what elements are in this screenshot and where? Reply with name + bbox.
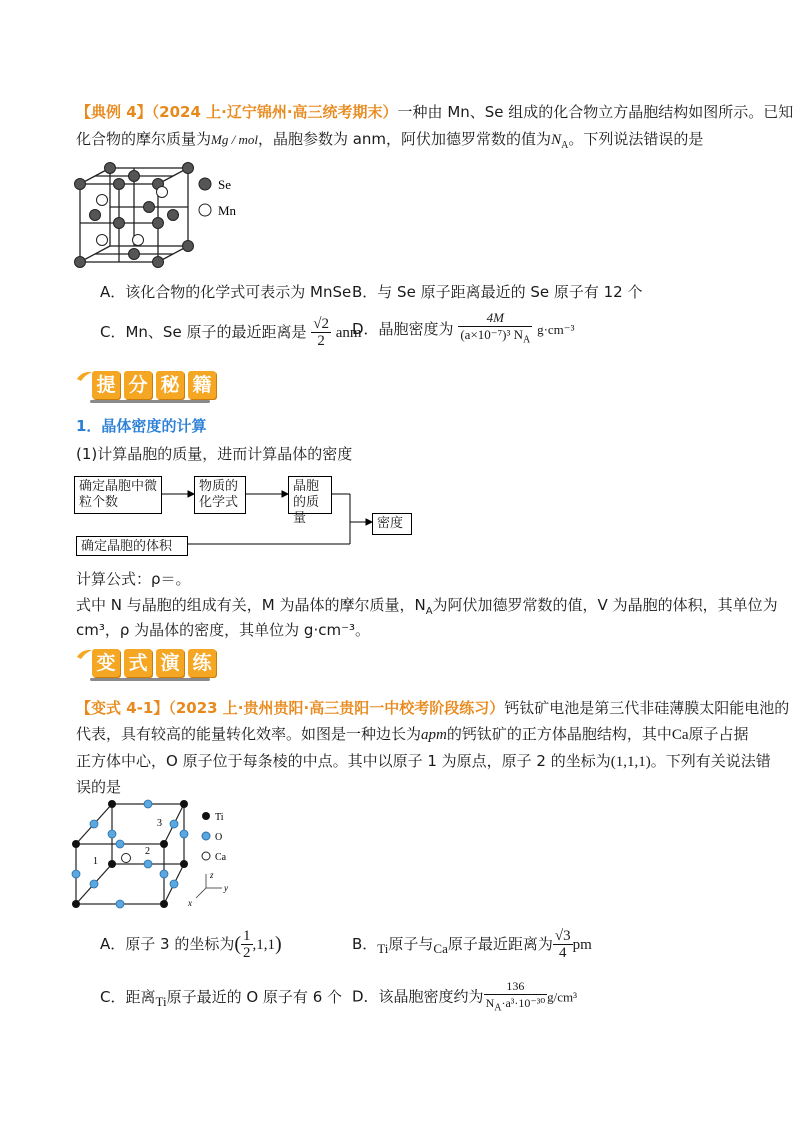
ca-legend-label: Ca <box>215 852 227 863</box>
frac-num: 4M <box>458 310 532 327</box>
variant41-option-b[interactable] <box>352 928 592 961</box>
variant41-option-c[interactable] <box>100 986 342 1010</box>
option-a-text: A．原子 3 的坐标为 <box>100 935 235 953</box>
banner-underline <box>90 400 210 403</box>
mn-legend-icon <box>199 204 211 216</box>
sqrt2-over-2 <box>311 316 331 349</box>
ti-legend-icon <box>202 812 210 820</box>
explain-sub: A <box>425 606 433 617</box>
banner-char: 式 <box>124 649 152 677</box>
atom-label-3: 3 <box>157 818 162 829</box>
variant41-line2 <box>76 723 749 744</box>
variant41-line1 <box>76 697 789 718</box>
option-b-prefix: B． <box>352 935 378 953</box>
example4-option-d[interactable] <box>352 310 575 349</box>
practice-banner <box>76 647 226 679</box>
frac-den-sub: A <box>494 1002 502 1014</box>
option-c-text: C．Mn、Se 原子的最近距离是 <box>100 323 307 341</box>
option-c-text: 原子最近的 O 原子有 6 个 <box>166 988 343 1006</box>
variant41-text3b: 。下列有关说法错 <box>650 752 771 770</box>
mn-legend-label: Mn <box>218 203 237 218</box>
variant41-option-a[interactable]: A．原子 3 的坐标为( $\frac{1}{2}$ ,1,1) <box>100 928 282 961</box>
example4-stem-line1 <box>76 101 793 122</box>
flow-box-density: 密度 <box>372 513 412 535</box>
ti-legend-label: Ti <box>215 812 224 823</box>
option-d-unit: g·cm⁻³ <box>537 321 575 337</box>
frac-num: 136 <box>484 978 548 995</box>
flow-box-cell-volume: 确定晶胞的体积 <box>76 536 188 556</box>
frac-den: 4 <box>559 945 567 961</box>
section1-subheading: (1)计算晶胞的质量，进而计算晶体的密度 <box>76 445 353 463</box>
variant41-text2: 代表，具有较高的能量转化效率。如图是一种边长为 <box>76 725 422 743</box>
option-b-unit: pm <box>572 937 592 953</box>
density-fraction <box>484 978 548 1016</box>
example4-stem-text2a: 化合物的摩尔质量为 <box>76 130 212 148</box>
section1-explain-line2: cm³，ρ 为晶体的密度，其单位为 g·cm⁻³。 <box>76 621 371 639</box>
example4-option-c[interactable] <box>100 316 362 349</box>
frac-den-sub: A <box>523 334 531 346</box>
option-d-text: D．晶胞密度为 <box>352 319 454 338</box>
avogadro-sub: A <box>561 140 569 151</box>
density-fraction <box>458 310 532 349</box>
flow-box-cell-mass: 晶胞的质量 <box>288 476 332 514</box>
se-legend-label: Se <box>218 177 231 192</box>
example4-stem-text2c: 。下列说法错误的是 <box>568 130 704 148</box>
atom2-coord: (1,1,1) <box>610 754 651 770</box>
ti-symbol: Ti <box>155 994 167 1009</box>
variant41-label: 【变式 4-1】 <box>76 699 169 717</box>
banner-char: 演 <box>156 649 184 677</box>
variant41-text3: 正方体中心，O 原子位于每条棱的中点。其中以原子 1 为原点，原子 2 的坐标为 <box>76 752 611 770</box>
variant41-source: （2023 上·贵州贵阳·高三贵阳一中校考阶段练习） <box>168 699 505 717</box>
example4-stem-text2b: ，晶胞参数为 anm，阿伏加德罗常数的值为 <box>257 130 552 148</box>
banner-char: 籍 <box>188 371 216 399</box>
example4-source: （2024 上·辽宁锦州·高三统考期末） <box>151 103 398 121</box>
mnse-crystal-diagram <box>72 162 252 272</box>
frac-den-b: ·a³·10⁻³⁰ <box>501 996 546 1010</box>
option-d-unit: g/cm³ <box>547 989 578 1005</box>
variant41-option-d[interactable] <box>352 978 577 1016</box>
axis-y-label: y <box>224 883 228 893</box>
ca-symbol: Ca <box>433 941 448 956</box>
axis-x-label: x <box>188 898 192 908</box>
o-legend-icon <box>202 832 210 840</box>
variant41-text2c: 原子占据 <box>688 725 749 743</box>
ca-legend-icon <box>202 852 210 860</box>
flow-box-formula: 物质的化学式 <box>194 476 246 514</box>
atom-label-1: 1 <box>93 856 98 867</box>
variant41-text2b: 的钙钛矿的正方体晶胞结构，其中 <box>446 725 672 743</box>
molar-mass: Mg / mol <box>211 132 258 147</box>
option-b-text1: 原子与 <box>388 935 434 953</box>
option-c-unit: anm <box>335 325 362 341</box>
example4-option-a[interactable]: A．该化合物的化学式可表示为 MnSe <box>100 283 352 301</box>
tips-banner <box>76 369 226 401</box>
frac-den: N <box>485 996 495 1010</box>
frac-num: 1 <box>243 928 251 944</box>
frac-den: (a×10⁻⁷)³ N <box>460 327 524 342</box>
o-legend-label: O <box>215 832 223 843</box>
frac-den: 2 <box>243 945 251 961</box>
frac-den: 2 <box>317 333 325 349</box>
frac-num: √3 <box>554 928 571 944</box>
banner-char: 练 <box>188 649 216 677</box>
perovskite-crystal-diagram <box>70 798 250 914</box>
example4-stem-text1: 一种由 Mn、Se 组成的化合物立方晶胞结构如图所示。已知 <box>397 103 794 121</box>
ti-symbol: Ti <box>377 941 389 956</box>
option-d-text: D．该晶胞密度约为 <box>352 987 484 1006</box>
flow-box-particle-count: 确定晶胞中微粒个数 <box>74 476 162 514</box>
banner-char: 提 <box>92 371 120 399</box>
option-a-rest: ,1,1 <box>252 937 276 953</box>
explain-text1: 式中 N 与晶胞的组成有关，M 为晶体的摩尔质量，N <box>76 596 426 614</box>
frac-num: √2 <box>313 316 329 332</box>
sqrt3-over-4 <box>553 928 573 961</box>
example4-label: 【典例 4】 <box>76 103 152 121</box>
se-legend-icon <box>199 178 211 190</box>
section1-heading: 1．晶体密度的计算 <box>76 417 207 435</box>
example4-stem-line2 <box>76 128 703 151</box>
atom-label-2: 2 <box>145 846 150 857</box>
axis-z-label: z <box>210 870 214 880</box>
variant41-line4: 误的是 <box>76 778 122 796</box>
variant41-text1: 钙钛矿电池是第三代非硅薄膜太阳能电池的 <box>504 699 790 717</box>
half-fraction <box>241 928 253 961</box>
banner-char: 分 <box>124 371 152 399</box>
banner-underline <box>90 678 210 681</box>
banner-char: 秘 <box>156 371 184 399</box>
edge-length: apm <box>421 727 447 743</box>
example4-option-b[interactable]: B．与 Se 原子距离最近的 Se 原子有 12 个 <box>352 283 643 301</box>
explain-text1b: 为阿伏加德罗常数的值，V 为晶胞的体积，其单位为 <box>432 596 778 614</box>
option-c-prefix: C．距离 <box>100 988 156 1006</box>
ca-symbol: Ca <box>671 727 689 743</box>
variant41-line3 <box>76 750 771 771</box>
density-formula: 计算公式：ρ＝。 <box>76 570 191 588</box>
option-b-text2: 原子最近距离为 <box>447 935 553 953</box>
banner-char: 变 <box>92 649 120 677</box>
section1-explain-line1 <box>76 594 778 617</box>
avogadro-symbol: N <box>551 132 562 148</box>
